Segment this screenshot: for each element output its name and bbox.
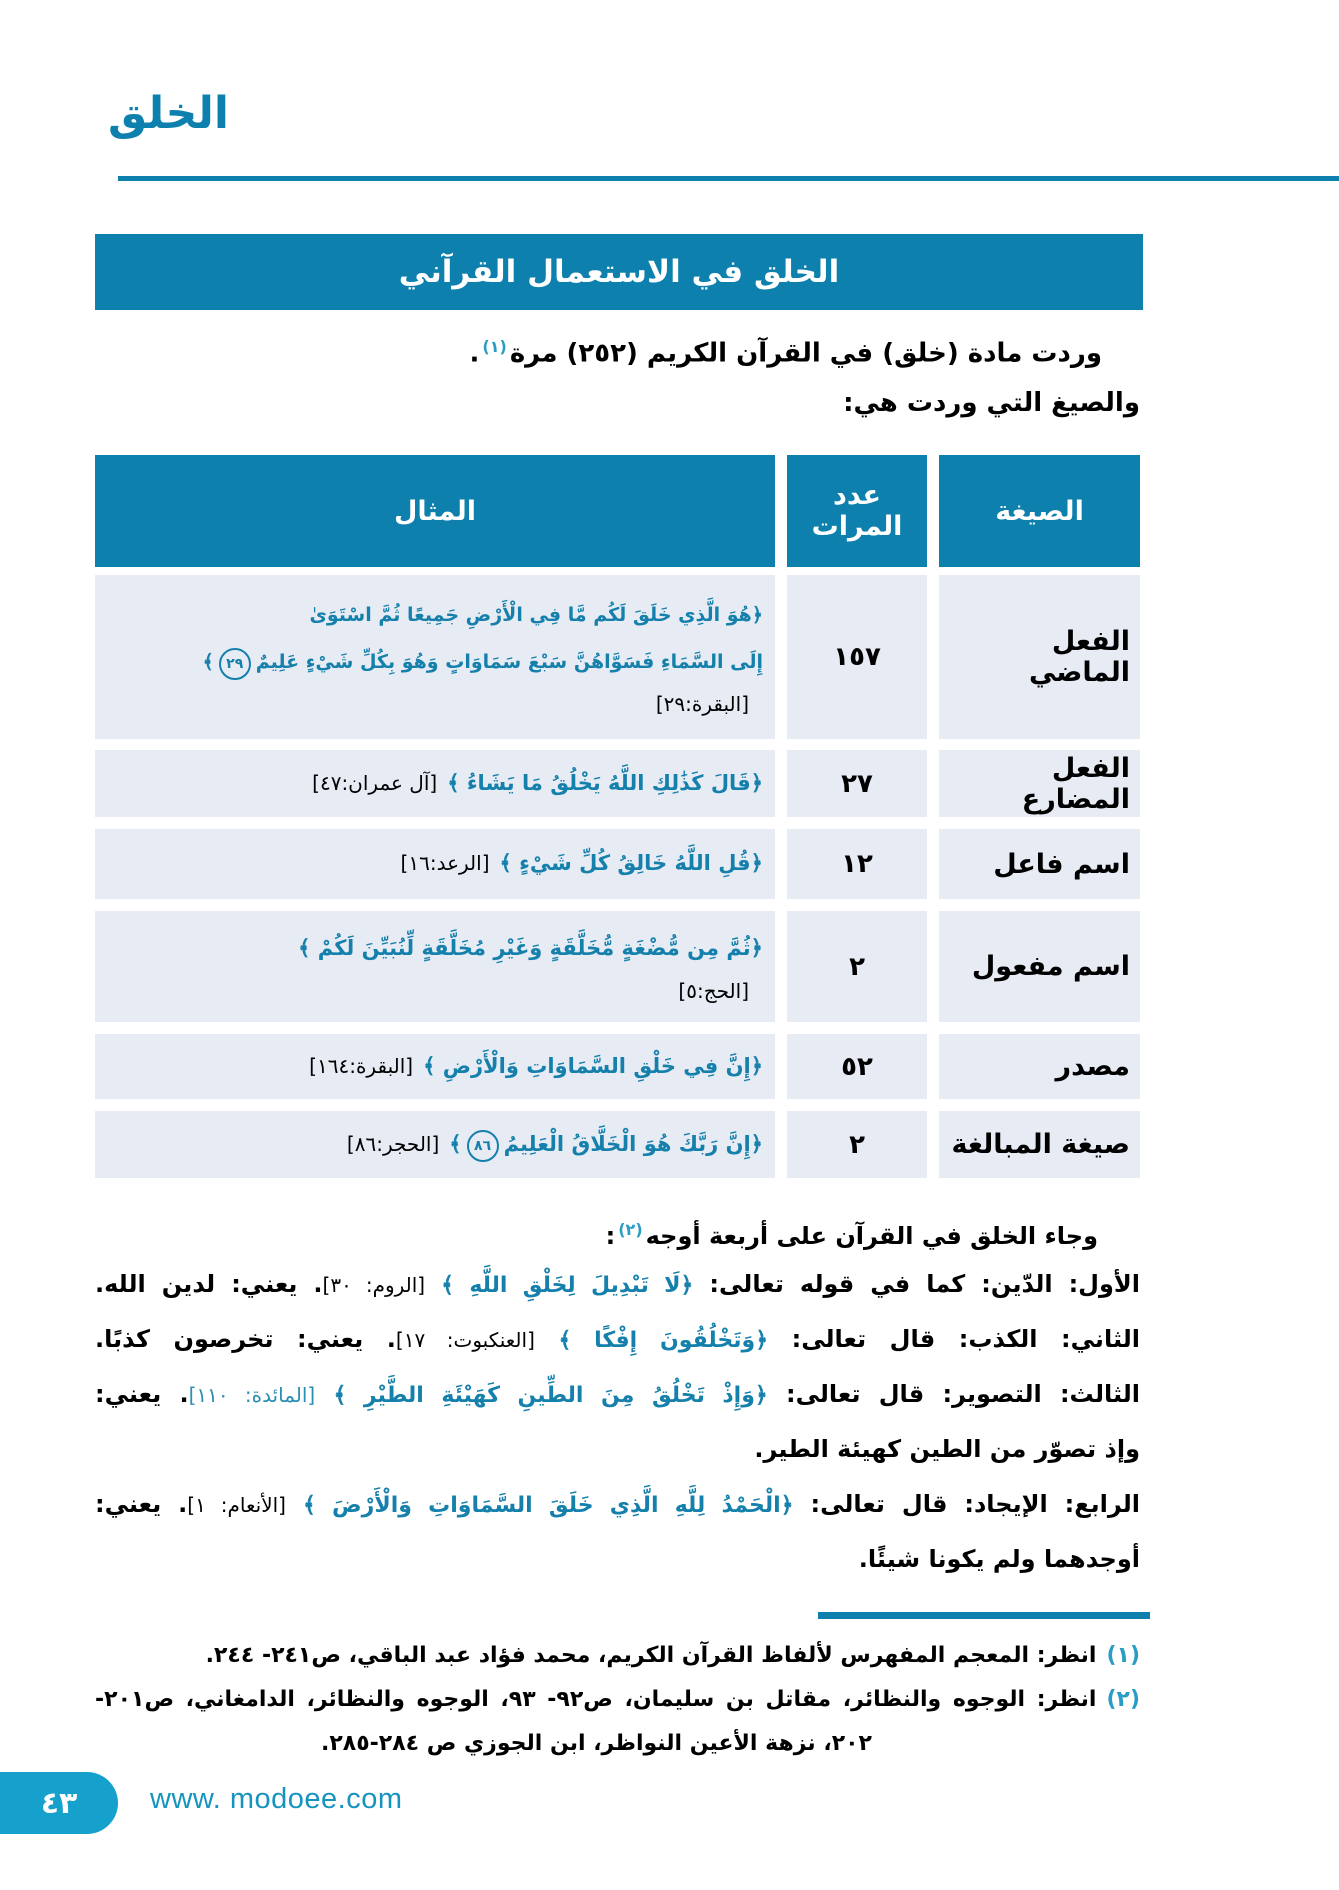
verse-reference: [الأنعام: ١] [187,1493,286,1517]
table-header-row [95,455,1140,567]
body-paragraphs [95,1202,1140,1587]
page-number: ٤٣ [40,1785,78,1821]
inline-verse: ﴿الْحَمْدُ لِلَّهِ الَّذِي خَلَقَ السَّمَاوَاتِ وَالْأَرْضَ ﴾ [302,1493,794,1518]
table-row [95,911,1140,1022]
body-line-2: الأول: الدّين: كما في قوله تعالى: ﴿لَا تَبْدِيلَ لِخَلْقِ اللَّهِ ﴾ [الروم: ٣٠]. يعني: لدين الله. [95,1270,1140,1298]
form-cell: اسم فاعل [939,829,1140,899]
verse-line: إِلَى السَّمَاءِ فَسَوَّاهُنَّ سَبْعَ سَمَاوَاتٍ وَهُوَ بِكُلِّ شَيْءٍ عَلِيمٌ٢٩﴾ [107,639,763,686]
form-cell: الفعل المضارع [939,750,1140,817]
body-line-5: وإذ تصوّر من الطين كهيئة الطير. [754,1435,1140,1463]
example-cell [95,911,775,1022]
example-cell [95,1111,775,1178]
inline-verse: ﴿وَتَخْلُقُونَ إِفْكًا ﴾ [558,1328,769,1353]
footnote-2-line-1: (٢)انظر: الوجوه والنظائر، مقاتل بن سليمان، ص٩٢- ٩٣، الوجوه والنظائر، الدامغاني، ص٢٠١- [95,1687,1140,1712]
section-title: الخلق في الاستعمال القرآني [398,254,840,290]
table-row [95,750,1140,817]
body-line-7: أوجدهما ولم يكونا شيئًا. [858,1545,1140,1573]
verse-line: ﴿ثُمَّ مِن مُّضْغَةٍ مُّخَلَّقَةٍ وَغَيْرِ مُخَلَّقَةٍ لِّنُبَيِّنَ لَكُمْ ﴾ [298,935,763,960]
table-row [95,1034,1140,1099]
footnote-number-2: (٢) [1106,1687,1140,1712]
count-cell: ١٥٧ [787,575,927,739]
footnotes [95,1634,1140,1766]
footnote-1: (١)انظر: المعجم المفهرس لألفاظ القرآن الكريم، محمد فؤاد عبد الباقي، ص٢٤١- ٢٤٤. [205,1643,1140,1668]
body-line-6: الرابع: الإيجاد: قال تعالى: ﴿الْحَمْدُ لِلَّهِ الَّذِي خَلَقَ السَّمَاوَاتِ وَالْأَرْضَ ﴾ [الأنعام: ١]. يعني: [95,1490,1140,1518]
website-url: www. modoee.com [150,1783,403,1815]
body-line-4: الثالث: التصوير: قال تعالى: ﴿وَإِذْ تَخْلُقُ مِنَ الطِّينِ كَهَيْئَةِ الطَّيْرِ ﴾ [المائدة: ١١٠]. يعني: [95,1380,1140,1408]
verse-line: ﴿إِنَّ فِي خَلْقِ السَّمَاوَاتِ وَالْأَرْضِ ﴾[البقرة:١٦٤] [309,1053,763,1078]
header-cell-count: عدد المرات [787,455,927,567]
example-cell [95,829,775,899]
inline-verse: ﴿وَإِذْ تَخْلُقُ مِنَ الطِّينِ كَهَيْئَةِ الطَّيْرِ ﴾ [333,1383,768,1408]
footnote-2-line-2: ٢٠٢، نزهة الأعين النواظر، ابن الجوزي ص ٢٨٤-٢٨٥. [321,1731,872,1756]
verse-reference: [الروم: ٣٠] [322,1273,426,1297]
verse-line: ﴿إِنَّ رَبَّكَ هُوَ الْخَلَّاقُ الْعَلِيمُ٨٦﴾[الحجر:٨٦] [107,1121,763,1169]
verse-line: ﴿قَالَ كَذَٰلِكِ اللَّهُ يَخْلُقُ مَا يَشَاءُ ﴾[آل عمران:٤٧] [312,770,763,795]
verse-reference: [الرعد:١٦] [400,851,490,875]
verse-reference: [البقرة:٢٩] [655,692,749,716]
verse-reference: [آل عمران:٤٧] [312,770,438,795]
verse-reference: [العنكبوت: ١٧] [395,1328,535,1352]
verse-line: ﴿هُوَ الَّذِي خَلَقَ لَكُم مَّا فِي الْأَرْضِ جَمِيعًا ثُمَّ اسْتَوَىٰ [309,604,763,626]
verse-reference: [الحجر:٨٦] [346,1131,440,1156]
form-cell: الفعل الماضي [939,575,1140,739]
page-number-tab [0,1772,118,1834]
footnote-marker-2: (٢) [618,1220,643,1239]
table-row [95,575,1140,739]
footnote-number-1: (١) [1106,1643,1140,1668]
verse-reference: [البقرة:١٦٤] [309,1053,414,1078]
count-cell: ٢٧ [787,750,927,817]
table-row [95,1111,1140,1178]
count-cell: ٢ [787,1111,927,1178]
verse-reference: [المائدة: ١١٠] [188,1383,316,1407]
example-cell [95,1034,775,1099]
example-cell [95,575,775,739]
verse-reference: [الحج:٥] [678,978,749,1003]
ayah-marker: ٨٦ [467,1130,499,1162]
inline-verse: ﴿لَا تَبْدِيلَ لِخَلْقِ اللَّهِ ﴾ [441,1273,694,1298]
form-cell: مصدر [939,1034,1140,1099]
example-cell [95,750,775,817]
section-title-bar [95,234,1143,310]
ayah-marker: ٢٩ [219,648,251,680]
count-cell: ٥٢ [787,1034,927,1099]
header-cell-example: المثال [95,455,775,567]
forms-table [95,455,1140,1178]
footnote-separator [818,1612,1150,1619]
header-rule [118,176,1339,181]
verse-line: ﴿قُلِ اللَّهُ خَالِقُ كُلِّ شَيْءٍ ﴾[الرعد:١٦] [400,851,763,875]
count-cell: ٢ [787,911,927,1022]
count-cell: ١٢ [787,829,927,899]
chapter-running-head: الخلق [108,88,229,139]
intro-line-2: والصيغ التي وردت هي: [843,388,1140,418]
intro-paragraph [95,318,1140,432]
body-line-1: وجاء الخلق في القرآن على أربعة أوجه$^{(٢)}$: [605,1220,1098,1250]
form-cell: اسم مفعول [939,911,1140,1022]
body-line-3: الثاني: الكذب: قال تعالى: ﴿وَتَخْلُقُونَ إِفْكًا ﴾ [العنكبوت: ١٧]. يعني: تخرصون كذبًا. [95,1325,1140,1353]
form-cell: صيغة المبالغة [939,1111,1140,1178]
footnote-marker-1: (١) [482,337,507,356]
table-row [95,829,1140,899]
intro-line-1: وردت مادة (خلق) في القرآن الكريم (٢٥٢) مرة$^{(١)}$. [469,337,1102,369]
header-cell-form: الصيغة [939,455,1140,567]
